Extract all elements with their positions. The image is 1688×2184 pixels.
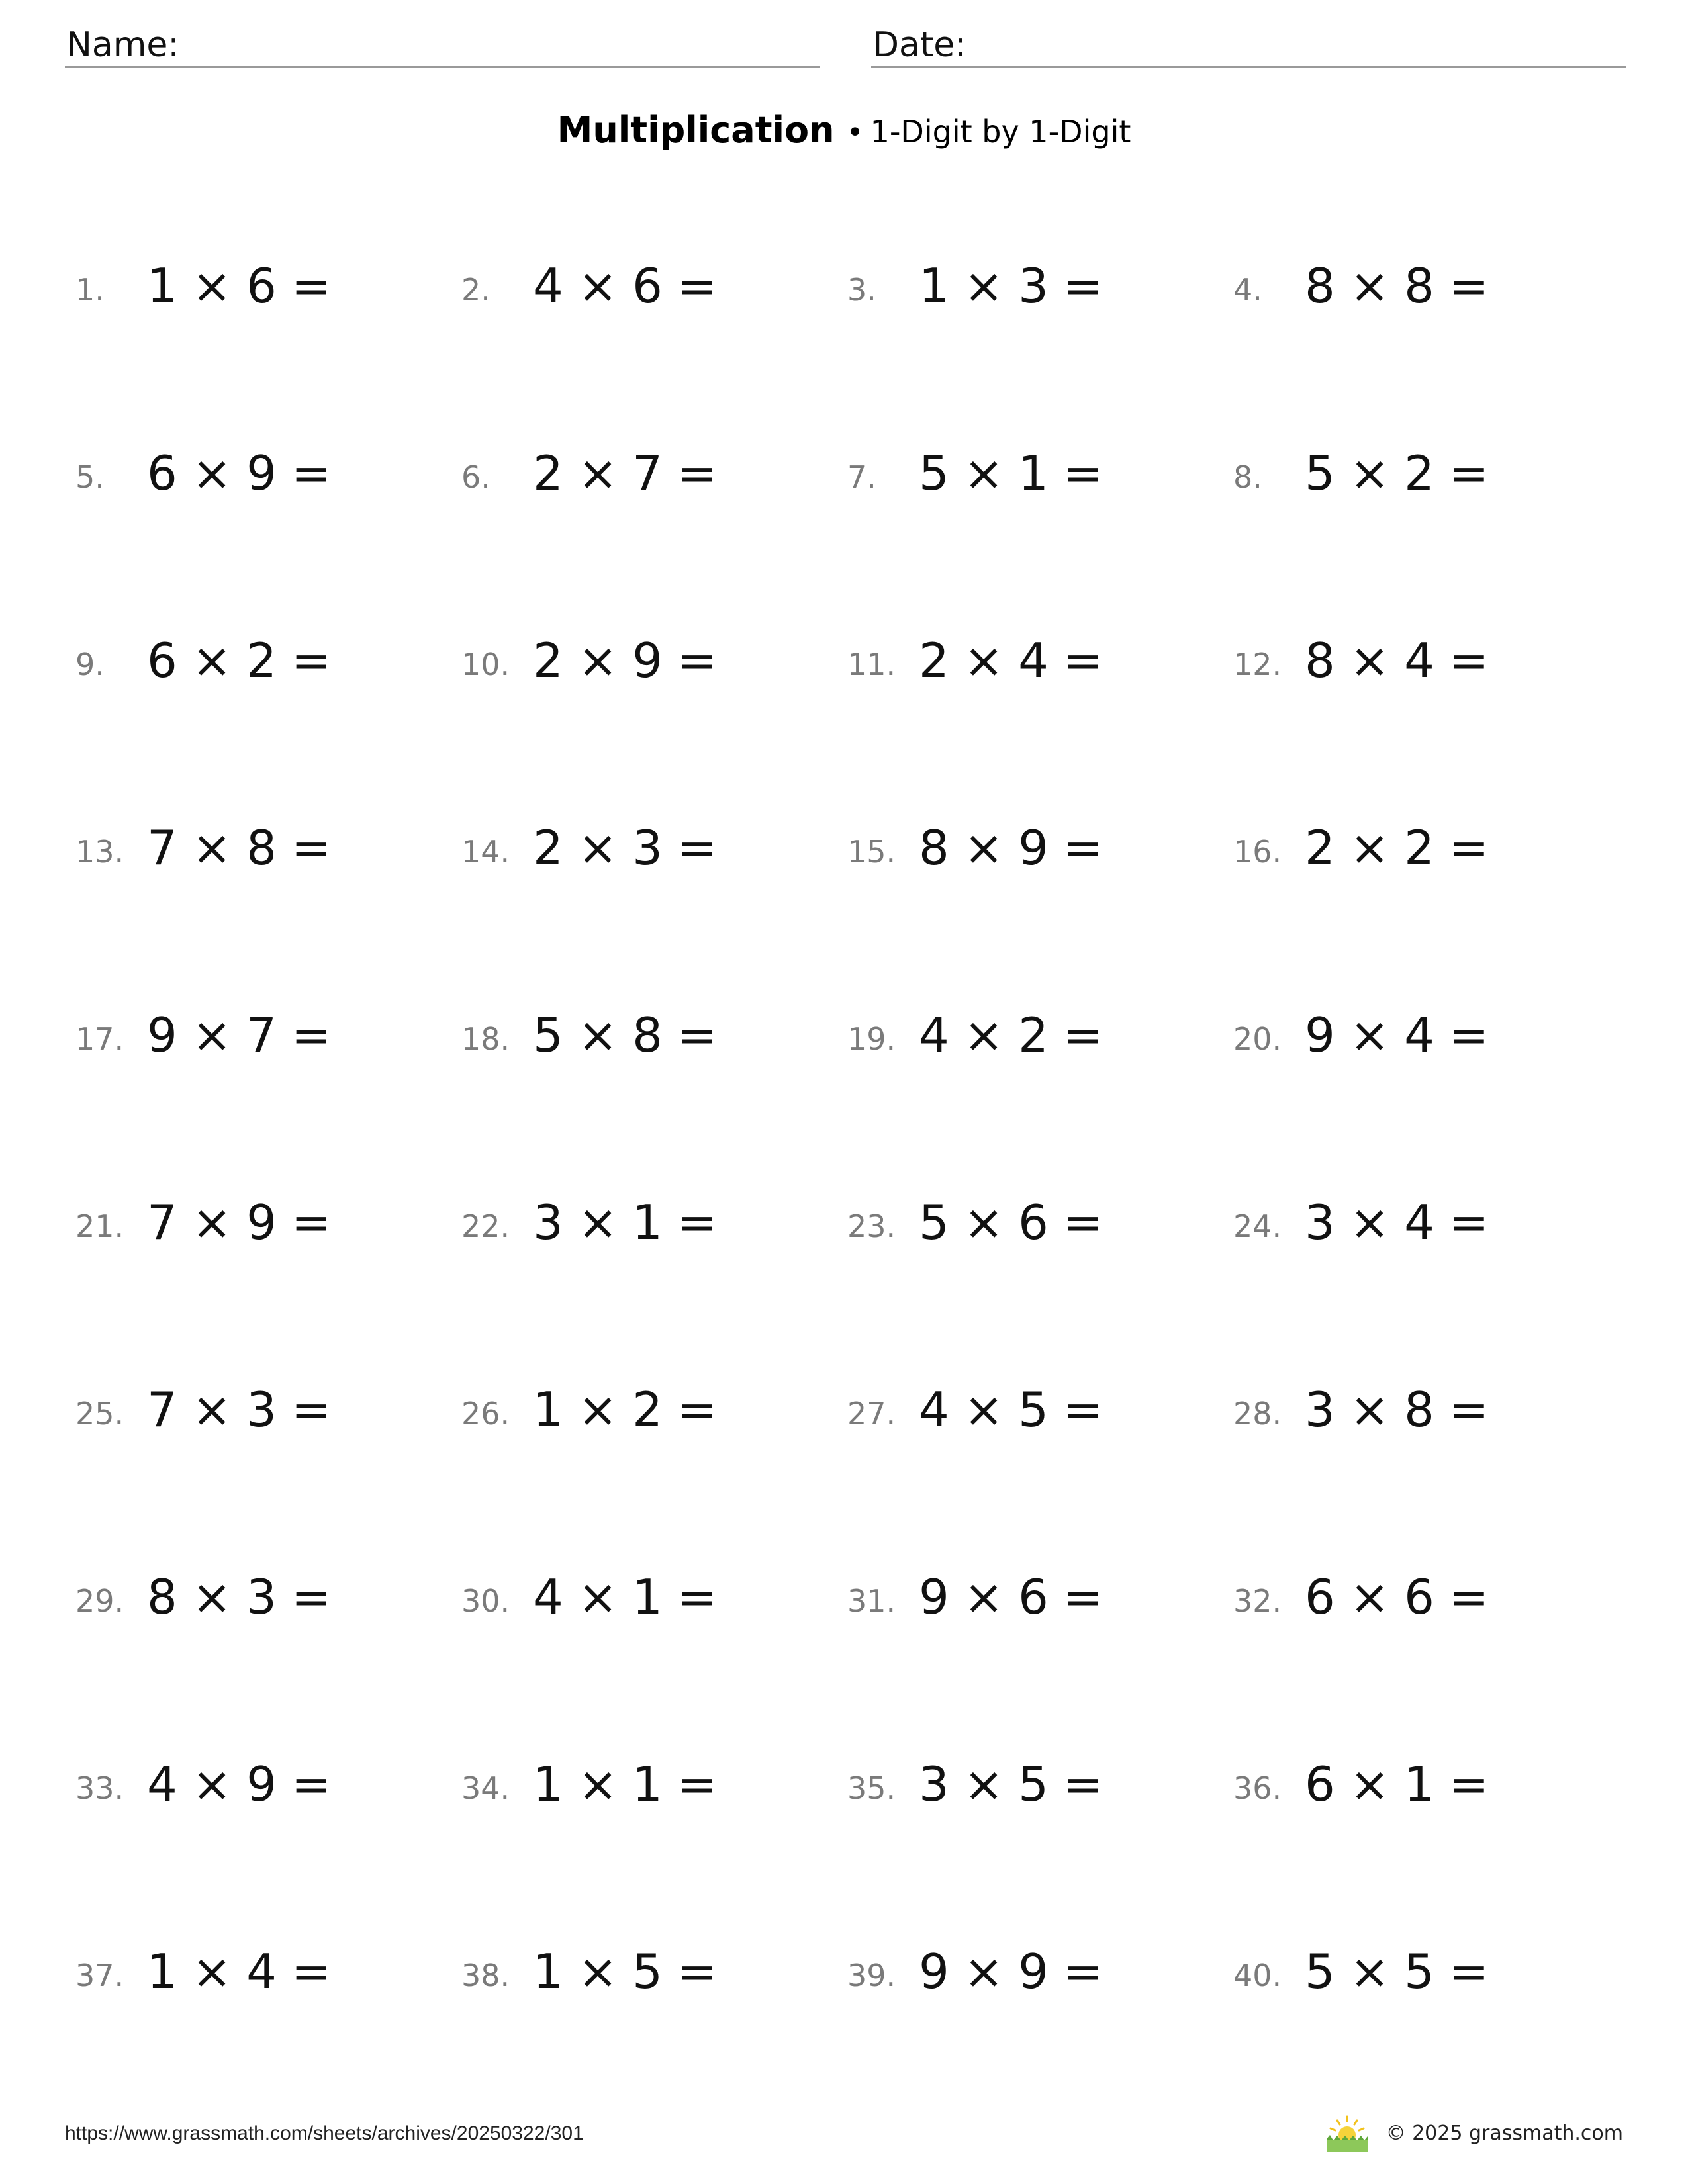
multiply-sign: ×	[1349, 1195, 1390, 1250]
operand-b: 7	[246, 1007, 277, 1063]
operand-b: 7	[632, 445, 663, 501]
multiply-sign: ×	[1349, 820, 1390, 876]
multiply-sign: ×	[1349, 1007, 1390, 1063]
operand-b: 6	[1018, 1569, 1049, 1625]
equals-sign: =	[291, 633, 332, 688]
problem-expression	[919, 1758, 1103, 1811]
multiply-sign: ×	[577, 1195, 618, 1250]
problem-expression	[533, 1009, 717, 1062]
problem-number: 29.	[75, 1583, 124, 1619]
problem-expression	[533, 1758, 717, 1811]
problem-expression	[919, 1383, 1103, 1436]
multiply-sign: ×	[191, 1195, 232, 1250]
operand-a: 2	[919, 633, 949, 688]
problem-item	[1233, 257, 1577, 316]
problem-number: 13.	[75, 834, 124, 870]
operand-b: 2	[632, 1382, 663, 1437]
multiply-sign: ×	[577, 1007, 618, 1063]
equals-sign: =	[1448, 820, 1489, 876]
problem-expression	[147, 1196, 331, 1249]
problem-number: 39.	[847, 1958, 896, 1993]
footer-copyright: © 2025 grassmath.com	[1385, 2122, 1623, 2145]
operand-a: 6	[1305, 1756, 1335, 1812]
multiply-sign: ×	[191, 1569, 232, 1625]
problem-item	[847, 1568, 1192, 1627]
operand-b: 6	[1018, 1195, 1049, 1250]
problem-expression	[533, 1383, 717, 1436]
problem-number: 34.	[461, 1770, 510, 1806]
multiply-sign: ×	[1349, 1756, 1390, 1812]
problem-expression	[1305, 634, 1489, 687]
operand-a: 4	[147, 1756, 177, 1812]
equals-sign: =	[677, 820, 718, 876]
equals-sign: =	[1062, 258, 1103, 314]
problem-item	[1233, 1006, 1577, 1066]
problem-item	[847, 1006, 1192, 1066]
operand-b: 9	[632, 633, 663, 688]
equals-sign: =	[1062, 1195, 1103, 1250]
problem-expression	[533, 447, 717, 500]
operand-b: 6	[246, 258, 277, 314]
operand-b: 9	[246, 1756, 277, 1812]
operand-b: 4	[1404, 1195, 1434, 1250]
operand-b: 9	[246, 1195, 277, 1250]
problem-expression	[147, 1758, 331, 1811]
operand-b: 1	[632, 1756, 663, 1812]
multiply-sign: ×	[577, 1382, 618, 1437]
operand-b: 1	[1018, 445, 1049, 501]
operand-b: 1	[632, 1195, 663, 1250]
operand-a: 5	[1305, 445, 1335, 501]
multiply-sign: ×	[191, 1944, 232, 1999]
operand-a: 1	[147, 1944, 177, 1999]
problem-expression	[1305, 821, 1489, 874]
equals-sign: =	[1062, 820, 1103, 876]
operand-b: 8	[1404, 258, 1434, 314]
operand-a: 9	[919, 1944, 949, 1999]
operand-a: 8	[1305, 258, 1335, 314]
footer-url: https://www.grassmath.com/sheets/archives/20250322/301	[65, 2122, 584, 2144]
operand-a: 5	[1305, 1944, 1335, 1999]
problem-expression	[1305, 1570, 1489, 1623]
date-label: Date:	[872, 25, 966, 65]
operand-b: 6	[632, 258, 663, 314]
multiply-sign: ×	[963, 820, 1004, 876]
multiply-sign: ×	[1349, 445, 1390, 501]
equals-sign: =	[677, 258, 718, 314]
operand-a: 2	[533, 445, 563, 501]
problem-expression	[919, 1009, 1103, 1062]
problem-number: 24.	[1233, 1208, 1282, 1244]
multiply-sign: ×	[963, 258, 1004, 314]
problem-item	[1233, 819, 1577, 878]
equals-sign: =	[291, 1944, 332, 1999]
problem-number: 23.	[847, 1208, 896, 1244]
problem-expression	[919, 1570, 1103, 1623]
operand-a: 9	[1305, 1007, 1335, 1063]
problem-item	[847, 444, 1192, 504]
problem-item	[461, 1755, 806, 1815]
equals-sign: =	[291, 1756, 332, 1812]
multiply-sign: ×	[577, 1944, 618, 1999]
equals-sign: =	[1062, 445, 1103, 501]
multiply-sign: ×	[577, 633, 618, 688]
equals-sign: =	[677, 1007, 718, 1063]
equals-sign: =	[1448, 1382, 1489, 1437]
problem-item	[1233, 444, 1577, 504]
equals-sign: =	[291, 820, 332, 876]
operand-a: 8	[919, 820, 949, 876]
problem-number: 38.	[461, 1958, 510, 1993]
problem-item	[75, 1755, 420, 1815]
problem-item	[847, 819, 1192, 878]
problem-item	[461, 631, 806, 691]
operand-a: 1	[147, 258, 177, 314]
problem-expression	[147, 1945, 331, 1998]
problem-item	[461, 1568, 806, 1627]
multiply-sign: ×	[1349, 1382, 1390, 1437]
operand-b: 2	[1018, 1007, 1049, 1063]
operand-b: 4	[1404, 633, 1434, 688]
operand-b: 5	[1018, 1382, 1049, 1437]
equals-sign: =	[291, 1195, 332, 1250]
multiply-sign: ×	[191, 633, 232, 688]
operand-a: 6	[147, 633, 177, 688]
equals-sign: =	[1448, 258, 1489, 314]
equals-sign: =	[291, 445, 332, 501]
equals-sign: =	[291, 1569, 332, 1625]
problem-expression	[919, 1945, 1103, 1998]
multiply-sign: ×	[191, 1756, 232, 1812]
equals-sign: =	[677, 1944, 718, 1999]
problem-number: 28.	[1233, 1396, 1282, 1432]
problem-number: 9.	[75, 647, 105, 682]
problem-item	[1233, 1942, 1577, 2002]
multiply-sign: ×	[963, 1195, 1004, 1250]
operand-a: 3	[1305, 1195, 1335, 1250]
operand-b: 1	[632, 1569, 663, 1625]
problem-number: 25.	[75, 1396, 124, 1432]
problem-expression	[147, 1383, 331, 1436]
title-main: Multiplication	[557, 109, 835, 151]
operand-a: 7	[147, 1195, 177, 1250]
problem-expression	[1305, 1945, 1489, 1998]
problem-number: 37.	[75, 1958, 124, 1993]
operand-b: 1	[1404, 1756, 1434, 1812]
operand-a: 3	[533, 1195, 563, 1250]
problem-item	[847, 1381, 1192, 1440]
operand-b: 6	[1404, 1569, 1434, 1625]
problem-expression	[147, 259, 331, 312]
operand-a: 4	[919, 1382, 949, 1437]
multiply-sign: ×	[963, 1944, 1004, 1999]
equals-sign: =	[1448, 1007, 1489, 1063]
operand-a: 3	[1305, 1382, 1335, 1437]
problem-expression	[533, 259, 717, 312]
multiply-sign: ×	[963, 1382, 1004, 1437]
problem-item	[75, 631, 420, 691]
multiply-sign: ×	[1349, 258, 1390, 314]
problem-expression	[1305, 1758, 1489, 1811]
problem-number: 18.	[461, 1021, 510, 1057]
operand-a: 5	[919, 445, 949, 501]
title-subtitle: 1-Digit by 1-Digit	[870, 114, 1131, 150]
multiply-sign: ×	[191, 1007, 232, 1063]
operand-b: 3	[246, 1382, 277, 1437]
equals-sign: =	[677, 445, 718, 501]
equals-sign: =	[1062, 1007, 1103, 1063]
multiply-sign: ×	[963, 1756, 1004, 1812]
problem-item	[847, 1193, 1192, 1253]
operand-a: 5	[533, 1007, 563, 1063]
problem-expression	[533, 1570, 717, 1623]
problem-number: 5.	[75, 459, 105, 495]
problem-expression	[533, 634, 717, 687]
operand-a: 2	[1305, 820, 1335, 876]
problem-number: 2.	[461, 272, 491, 308]
problem-number: 26.	[461, 1396, 510, 1432]
problem-expression	[1305, 1196, 1489, 1249]
problem-number: 17.	[75, 1021, 124, 1057]
multiply-sign: ×	[1349, 1569, 1390, 1625]
multiply-sign: ×	[963, 1007, 1004, 1063]
problem-item	[75, 1568, 420, 1627]
multiply-sign: ×	[577, 1756, 618, 1812]
equals-sign: =	[291, 1382, 332, 1437]
problem-number: 20.	[1233, 1021, 1282, 1057]
operand-b: 9	[1018, 1944, 1049, 1999]
problem-item	[461, 1006, 806, 1066]
problem-number: 30.	[461, 1583, 510, 1619]
multiply-sign: ×	[577, 445, 618, 501]
problem-item	[1233, 1568, 1577, 1627]
problem-number: 27.	[847, 1396, 896, 1432]
equals-sign: =	[677, 633, 718, 688]
operand-b: 4	[246, 1944, 277, 1999]
multiply-sign: ×	[191, 258, 232, 314]
problem-item	[847, 1755, 1192, 1815]
problem-expression	[533, 821, 717, 874]
problem-item	[75, 819, 420, 878]
operand-b: 4	[1404, 1007, 1434, 1063]
operand-a: 8	[147, 1569, 177, 1625]
operand-b: 9	[1018, 820, 1049, 876]
problem-expression	[1305, 447, 1489, 500]
problem-item	[847, 1942, 1192, 2002]
problem-item	[461, 1942, 806, 2002]
problem-expression	[147, 821, 331, 874]
problem-number: 40.	[1233, 1958, 1282, 1993]
problem-number: 21.	[75, 1208, 124, 1244]
problem-expression	[533, 1945, 717, 1998]
operand-a: 3	[919, 1756, 949, 1812]
operand-b: 3	[1018, 258, 1049, 314]
problem-number: 6.	[461, 459, 491, 495]
equals-sign: =	[677, 1195, 718, 1250]
problem-item	[75, 257, 420, 316]
problem-expression	[1305, 1383, 1489, 1436]
operand-a: 4	[919, 1007, 949, 1063]
problem-item	[461, 257, 806, 316]
problem-expression	[919, 1196, 1103, 1249]
problem-item	[1233, 1755, 1577, 1815]
problem-number: 1.	[75, 272, 105, 308]
problem-item	[461, 444, 806, 504]
equals-sign: =	[1448, 1569, 1489, 1625]
operand-b: 9	[246, 445, 277, 501]
problem-number: 3.	[847, 272, 876, 308]
problem-item	[1233, 631, 1577, 691]
operand-a: 4	[533, 258, 563, 314]
operand-b: 3	[246, 1569, 277, 1625]
problem-expression	[147, 1570, 331, 1623]
equals-sign: =	[1448, 1944, 1489, 1999]
problem-item	[75, 1381, 420, 1440]
problem-item	[75, 1193, 420, 1253]
equals-sign: =	[1062, 1944, 1103, 1999]
problem-expression	[1305, 1009, 1489, 1062]
operand-a: 8	[1305, 633, 1335, 688]
problem-number: 8.	[1233, 459, 1262, 495]
operand-a: 7	[147, 1382, 177, 1437]
operand-a: 1	[533, 1756, 563, 1812]
multiply-sign: ×	[577, 1569, 618, 1625]
operand-b: 8	[1404, 1382, 1434, 1437]
multiply-sign: ×	[963, 1569, 1004, 1625]
problem-number: 10.	[461, 647, 510, 682]
problem-item	[1233, 1193, 1577, 1253]
equals-sign: =	[1062, 1569, 1103, 1625]
operand-a: 1	[533, 1382, 563, 1437]
equals-sign: =	[1062, 1382, 1103, 1437]
problem-expression	[919, 821, 1103, 874]
problem-number: 14.	[461, 834, 510, 870]
problem-item	[75, 444, 420, 504]
problem-item	[75, 1006, 420, 1066]
equals-sign: =	[677, 1382, 718, 1437]
operand-a: 2	[533, 633, 563, 688]
multiply-sign: ×	[963, 633, 1004, 688]
multiply-sign: ×	[963, 445, 1004, 501]
operand-b: 4	[1018, 633, 1049, 688]
multiply-sign: ×	[191, 1382, 232, 1437]
problem-expression	[919, 634, 1103, 687]
operand-a: 1	[919, 258, 949, 314]
problem-item	[847, 631, 1192, 691]
operand-a: 2	[533, 820, 563, 876]
problem-expression	[919, 447, 1103, 500]
equals-sign: =	[291, 258, 332, 314]
operand-b: 3	[632, 820, 663, 876]
problem-number: 36.	[1233, 1770, 1282, 1806]
title-separator: •	[846, 116, 864, 150]
equals-sign: =	[291, 1007, 332, 1063]
problem-item	[75, 1942, 420, 2002]
equals-sign: =	[1448, 633, 1489, 688]
operand-a: 9	[147, 1007, 177, 1063]
multiply-sign: ×	[191, 445, 232, 501]
equals-sign: =	[1448, 1756, 1489, 1812]
problem-expression	[147, 1009, 331, 1062]
problem-expression	[1305, 259, 1489, 312]
problem-number: 19.	[847, 1021, 896, 1057]
footer-branding	[1324, 2115, 1623, 2152]
operand-b: 2	[1404, 820, 1434, 876]
problem-expression	[147, 634, 331, 687]
problem-item	[461, 819, 806, 878]
operand-b: 2	[246, 633, 277, 688]
multiply-sign: ×	[191, 820, 232, 876]
problem-number: 4.	[1233, 272, 1262, 308]
problem-number: 33.	[75, 1770, 124, 1806]
equals-sign: =	[1448, 1195, 1489, 1250]
problem-number: 12.	[1233, 647, 1282, 682]
problem-expression	[147, 447, 331, 500]
multiply-sign: ×	[1349, 1944, 1390, 1999]
operand-a: 6	[1305, 1569, 1335, 1625]
operand-b: 2	[1404, 445, 1434, 501]
equals-sign: =	[677, 1756, 718, 1812]
problem-item	[1233, 1381, 1577, 1440]
problem-number: 31.	[847, 1583, 896, 1619]
problem-number: 22.	[461, 1208, 510, 1244]
problem-number: 32.	[1233, 1583, 1282, 1619]
multiply-sign: ×	[577, 258, 618, 314]
operand-a: 6	[147, 445, 177, 501]
problem-number: 16.	[1233, 834, 1282, 870]
problem-expression	[533, 1196, 717, 1249]
problem-item	[461, 1381, 806, 1440]
problem-number: 7.	[847, 459, 876, 495]
multiply-sign: ×	[577, 820, 618, 876]
name-label: Name:	[66, 25, 179, 65]
operand-a: 9	[919, 1569, 949, 1625]
problem-number: 15.	[847, 834, 896, 870]
problem-number: 11.	[847, 647, 896, 682]
problem-expression	[919, 259, 1103, 312]
multiply-sign: ×	[1349, 633, 1390, 688]
problem-item	[461, 1193, 806, 1253]
problem-item	[847, 257, 1192, 316]
operand-b: 5	[1404, 1944, 1434, 1999]
operand-b: 5	[1018, 1756, 1049, 1812]
operand-b: 5	[632, 1944, 663, 1999]
problem-number: 35.	[847, 1770, 896, 1806]
operand-a: 4	[533, 1569, 563, 1625]
operand-b: 8	[246, 820, 277, 876]
operand-a: 1	[533, 1944, 563, 1999]
equals-sign: =	[1062, 633, 1103, 688]
equals-sign: =	[1062, 1756, 1103, 1812]
equals-sign: =	[1448, 445, 1489, 501]
operand-a: 7	[147, 820, 177, 876]
operand-a: 5	[919, 1195, 949, 1250]
sun-over-grass-icon	[1324, 2115, 1370, 2152]
operand-b: 8	[632, 1007, 663, 1063]
equals-sign: =	[677, 1569, 718, 1625]
grass-light	[1327, 2140, 1368, 2152]
